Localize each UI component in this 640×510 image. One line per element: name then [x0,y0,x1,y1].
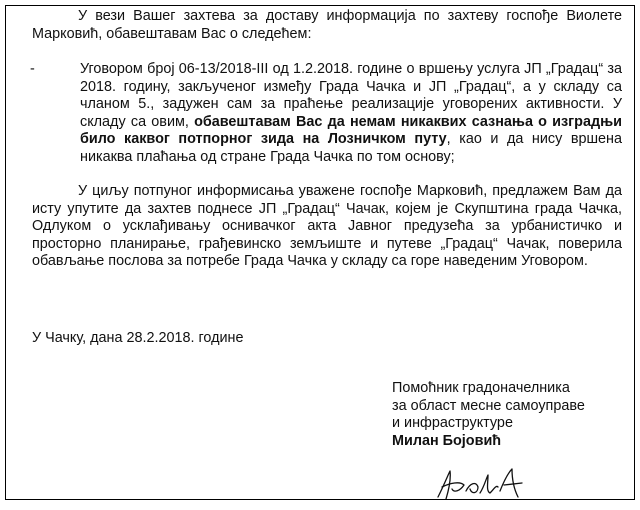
list-item [30,61,622,167]
date-line: У Чачку, дана 28.2.2018. године [32,330,244,346]
signer-title-line-3: и инфраструктуре [392,415,513,432]
list-item-emphasis: обавештавам Вас да немам никаквих сазнања о изградњи било каквог потпорног зида на Лозничком путу [80,113,622,148]
list-item-text [80,61,622,167]
request-paragraph: У циљу потпуног информисања уважене госпође Марковић, предлажем Вам да исту упутите да захтев поднесе ЈП „Градац“ Чачак, којем је Скупштина града Чачка, Одлуком о усклађивању оснивачког акта Јавног предузећа за урбанистичко и просторно планирање, грађевинско земљиште и путеве „Градац“ Чачак, поверила обављање послова за потребе Града Чачка у складу са горе наведеним Уговором. [32,183,622,270]
list-item-text-start: Уговором број 06-13/2018-III од 1.2.2018. године о вршењу услуга ЈП „Градац“ за 2018. годину, закљученог између Града Чачка и ЈП „Градац“, а у складу са чланом 5., задужен сам за праћење реализације уговорених активности. У складу са овим, [80,61,622,130]
signer-name: Милан Бојовић [392,432,502,449]
signer-title-line-2: за област месне самоуправе [392,397,585,414]
intro-paragraph: У вези Вашег захтева за доставу информација по захтеву госпође Виолете Марковић, обавештавам Вас о следећем: [32,8,622,42]
signature-block [392,380,627,450]
signer-title-line-1: Помоћник градоначелника [392,380,570,396]
handwritten-signature-icon [434,467,526,500]
list-item-text-end: , као и да нису вршена никаква плаћања од стране Града Чачка по том основу; [80,131,622,165]
document-page [5,5,635,500]
list-marker: - [30,61,35,77]
